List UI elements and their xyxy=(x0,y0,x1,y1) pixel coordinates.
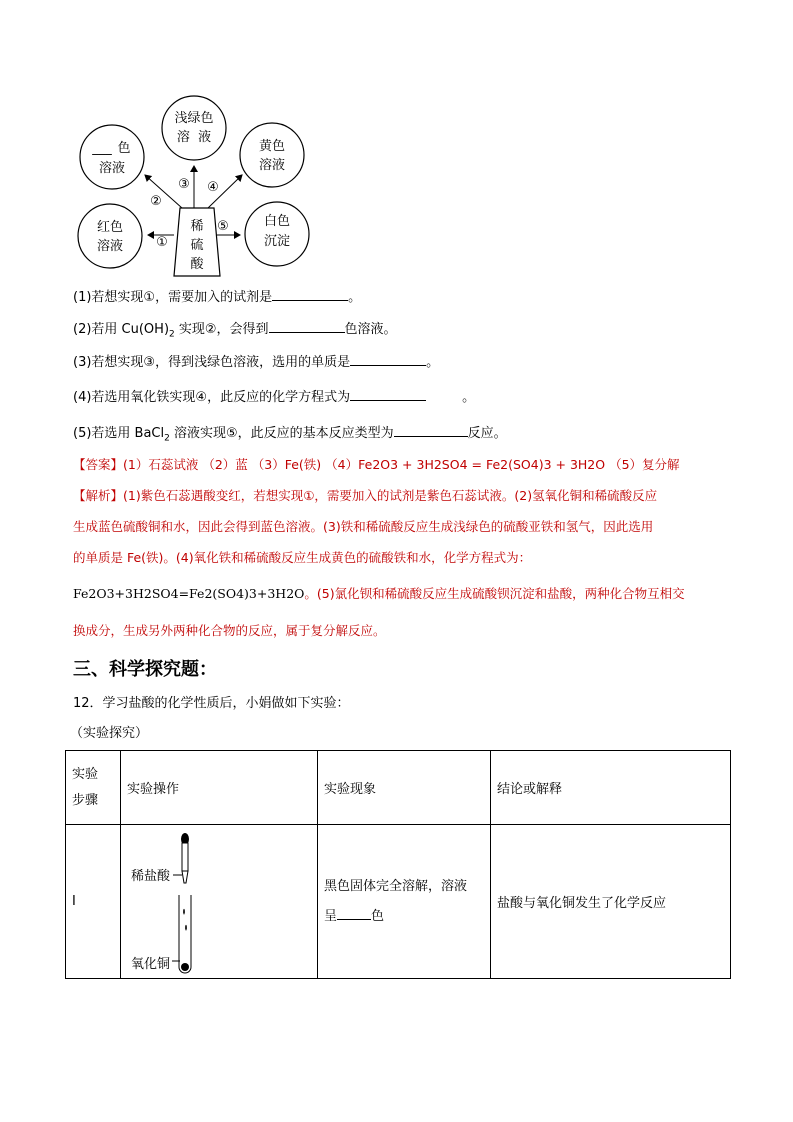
flask-label-2: 硫 xyxy=(190,238,204,253)
analysis-line-2: 生成蓝色硫酸铜和水，因此会得到蓝色溶液。(3)铁和稀硫酸反应生成浅绿色的硫酸亚铁和氢气，因此选用 xyxy=(73,519,654,534)
question-4-end: 。 xyxy=(462,390,476,405)
question-2-blank[interactable] xyxy=(269,320,345,333)
answer-5: （5）复分解 xyxy=(609,457,680,472)
answer-1: (1）石蕊试液 xyxy=(123,457,199,472)
answer-4: （4）Fe2O3 + 3H2SO4 = Fe2(SO4)3 + 3H2O xyxy=(325,457,606,472)
row1-step: I xyxy=(66,825,121,979)
table-row xyxy=(66,825,731,979)
answer-line xyxy=(73,456,680,474)
header-step-line1: 实验 xyxy=(72,766,99,782)
analysis-text-1: (1)紫色石蕊遇酸变红，若想实现①，需要加入的试剂是紫色石蕊试液。(2)氢氧化铜和稀硫酸反应 xyxy=(123,488,658,503)
arrow-5-label: ⑤ xyxy=(217,219,229,234)
label-dilute-hcl: 稀盐酸 xyxy=(131,868,171,884)
question-4 xyxy=(73,388,475,407)
reaction-diagram xyxy=(70,95,320,285)
question-2-sub: 2 xyxy=(169,329,175,340)
question-3-text: (3)若想实现③，得到浅绿色溶液，选用的单质是 xyxy=(73,355,351,370)
question-5-text: (5)若选用 BaCl xyxy=(73,426,165,441)
arrow-4-label: ④ xyxy=(207,180,219,195)
table-header-row xyxy=(66,751,731,825)
analysis-line-1 xyxy=(73,487,657,505)
circle-right-line2: 沉淀 xyxy=(263,234,291,249)
phenomenon-line2: 呈 xyxy=(324,908,338,924)
question-12-stem: 12．学习盐酸的化学性质后，小娟做如下实验： xyxy=(73,696,350,711)
circle-upper-right xyxy=(240,123,304,187)
question-4-blank[interactable] xyxy=(350,388,426,401)
answer-3: （3）Fe(铁) xyxy=(251,457,322,472)
circle-left-line2: 溶液 xyxy=(96,239,124,254)
circle-upper-left-line2: 溶液 xyxy=(98,161,126,176)
circle-upper-right-line2: 溶液 xyxy=(258,158,286,173)
question-5-sub: 2 xyxy=(164,433,170,444)
arrow-3-label: ③ xyxy=(178,177,190,192)
row1-phenomenon xyxy=(318,825,491,979)
circle-top xyxy=(162,96,226,160)
question-1-blank[interactable] xyxy=(272,288,348,301)
question-1 xyxy=(73,288,361,307)
circle-upper-left xyxy=(80,125,144,189)
phenomenon-line1: 黑色固体完全溶解，溶液 xyxy=(324,878,468,894)
question-2 xyxy=(73,320,397,344)
header-step xyxy=(66,751,121,825)
flask-label-3: 酸 xyxy=(190,257,204,272)
question-3-end: 。 xyxy=(426,355,440,370)
question-1-end: 。 xyxy=(348,290,362,305)
test-tube-dropper-icon xyxy=(127,827,307,977)
experiment-table xyxy=(65,750,731,979)
analysis-line-3: 的单质是 Fe(铁)。(4)氧化铁和稀硫酸反应生成黄色的硫酸铁和水，化学方程式为： xyxy=(73,550,532,565)
analysis-line-5: 换成分，生成另外两种化合物的反应，属于复分解反应。 xyxy=(73,623,386,638)
question-5 xyxy=(73,424,507,448)
circle-top-line2: 溶 液 xyxy=(176,130,212,145)
header-conclusion: 结论或解释 xyxy=(491,751,731,825)
arrow-2-label: ② xyxy=(150,194,162,209)
question-1-text: (1)若想实现①，需要加入的试剂是 xyxy=(73,290,273,305)
analysis-label: 【解析】 xyxy=(73,488,124,503)
question-2-end: 色溶液。 xyxy=(344,322,397,337)
answer-label: 【答案】 xyxy=(73,457,124,472)
question-3 xyxy=(73,353,439,372)
row1-conclusion: 盐酸与氧化铜发生了化学反应 xyxy=(491,825,731,979)
question-3-blank[interactable] xyxy=(350,353,426,366)
circle-upper-left-line1: 色 xyxy=(117,141,131,156)
section-title: 三、科学探究题： xyxy=(73,659,217,680)
question-12-sub: （实验探究） xyxy=(70,726,149,741)
phenomenon-line2-end: 色 xyxy=(371,908,385,924)
equation: Fe2O3+3H2SO4=Fe2(SO4)3+3H2O xyxy=(73,586,305,601)
phenomenon-blank[interactable] xyxy=(337,907,371,920)
question-5-end: 反应。 xyxy=(467,426,507,441)
circle-left xyxy=(78,204,142,268)
circle-left-line1: 红色 xyxy=(96,220,124,235)
analysis-text-4: 。(5)氯化钡和稀硫酸反应生成硫酸钡沉淀和盐酸，两种化合物互相交 xyxy=(304,586,685,601)
arrow-1-label: ① xyxy=(156,235,168,250)
header-phenomenon: 实验现象 xyxy=(318,751,491,825)
question-5-blank[interactable] xyxy=(394,424,468,437)
circle-top-line1: 浅绿色 xyxy=(174,111,214,126)
question-4-text: (4)若选用氧化铁实现④，此反应的化学方程式为 xyxy=(73,390,351,405)
question-2-mid: 实现②，会得到 xyxy=(174,322,269,337)
circle-right-line1: 白色 xyxy=(263,214,291,229)
circle-upper-right-line1: 黄色 xyxy=(258,139,286,154)
flask-label-1: 稀 xyxy=(190,219,204,234)
circle-upper-left-blank: ___ xyxy=(92,141,112,156)
header-step-line2: 步骤 xyxy=(72,792,99,808)
analysis-line-4 xyxy=(73,585,685,603)
question-5-mid: 溶液实现⑤，此反应的基本反应类型为 xyxy=(169,426,394,441)
row1-operation xyxy=(121,825,318,979)
question-2-text: (2)若用 Cu(OH) xyxy=(73,322,170,337)
label-copper-oxide: 氧化铜 xyxy=(131,956,171,972)
header-operation: 实验操作 xyxy=(121,751,318,825)
answer-2: （2）蓝 xyxy=(202,457,248,472)
